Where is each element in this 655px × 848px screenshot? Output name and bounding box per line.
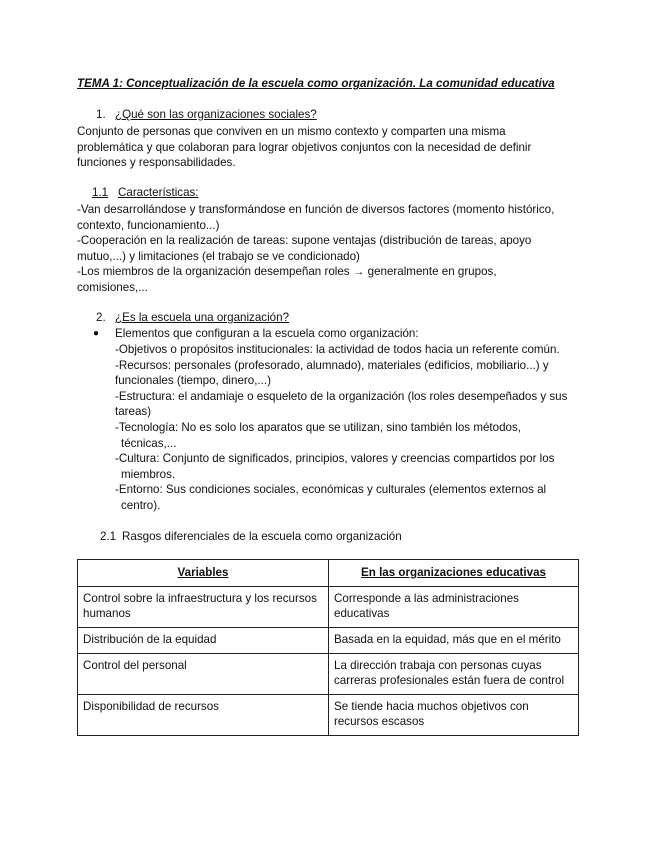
paragraph-line: mutuo,...) y limitaciones (el trabajo se ve condicionado) — [77, 249, 360, 263]
bullet-icon: ● — [93, 328, 100, 339]
paragraph-line: comisiones,... — [77, 280, 148, 294]
paragraph-line: problemática y que colaboran para lograr objetivos conjuntos con la necesidad de definir — [77, 140, 532, 154]
paragraph-line: Conjunto de personas que conviven en un mismo contexto y comparten una misma — [77, 125, 506, 138]
differences-table — [77, 559, 579, 736]
section-2-number: 2. — [96, 311, 106, 324]
table-row — [78, 628, 579, 654]
section-1-1-heading: Características: — [118, 186, 199, 199]
paragraph-line: -Cooperación en la realización de tareas: supone ventajas (distribución de tareas, apoyo — [77, 234, 532, 248]
paragraph-line: funciones y responsabilidades. — [77, 156, 236, 170]
paragraph-line: -Van desarrollándose y transformándose en función de diversos factores (momento histórico, — [77, 203, 555, 216]
list-item: -Estructura: el andamiaje o esqueleto de la organización (los roles desempeñados y sus tareas) — [115, 389, 568, 419]
table-cell: Distribución de la equidad — [78, 628, 329, 654]
table-cell: Basada en la equidad, más que en el mérito — [329, 628, 579, 654]
table-header: Variables — [78, 560, 329, 587]
table-row — [78, 587, 579, 628]
list-item: -Entorno: Sus condiciones sociales, económicas y culturales (elementos externos al centro). — [115, 483, 547, 512]
section-1-heading: ¿Qué son las organizaciones sociales? — [115, 108, 317, 121]
bullet-text: Elementos que configuran a la escuela como organización: — [115, 327, 419, 340]
list-item: -Tecnología: No es solo los aparatos que se utilizan, sino también los métodos, técnicas,... — [115, 420, 522, 450]
list-item: -Recursos: personales (profesorado, alumnado), materiales (edificios, mobiliario...) y funcionales (tiempo, dinero,...) — [115, 358, 549, 388]
list-item: -Cultura: Conjunto de significados, principios, valores y creencias compartidos por los miembros. — [115, 452, 555, 481]
section-2-1-heading: Rasgos diferenciales de la escuela como organización — [122, 530, 402, 543]
table-header-row — [78, 560, 579, 587]
table-cell: La dirección trabaja con personas cuyas carreras profesionales están fuera de control — [329, 654, 579, 695]
table-row — [78, 695, 579, 736]
table-row — [78, 654, 579, 695]
section-2-heading: ¿Es la escuela una organización? — [115, 311, 290, 324]
document-title: TEMA 1: Conceptualización de la escuela como organización. La comunidad educativa — [77, 77, 555, 90]
section-1-number: 1. — [96, 108, 106, 121]
section-1-paragraph — [77, 124, 577, 171]
table-cell: Control sobre la infraestructura y los recursos humanos — [78, 587, 329, 628]
table-cell: Control del personal — [78, 654, 329, 695]
table-header: En las organizaciones educativas — [329, 560, 579, 587]
paragraph-line: contexto, funcionamiento...) — [77, 218, 220, 232]
table-cell: Corresponde a las administraciones educativas — [329, 587, 579, 628]
section-2-1-number: 2.1 — [100, 530, 117, 543]
elements-list — [115, 342, 585, 514]
section-1-1-number: 1.1 — [92, 186, 109, 199]
section-1-1-paragraph — [77, 202, 577, 296]
table-cell: Se tiende hacia muchos objetivos con recursos escasos — [329, 695, 579, 736]
table-cell: Disponibilidad de recursos — [78, 695, 329, 736]
paragraph-line: -Los miembros de la organización desempeñan roles → generalmente en grupos, — [77, 265, 497, 279]
list-item: -Objetivos o propósitos institucionales: la actividad de todos hacia un referente común. — [115, 343, 560, 356]
